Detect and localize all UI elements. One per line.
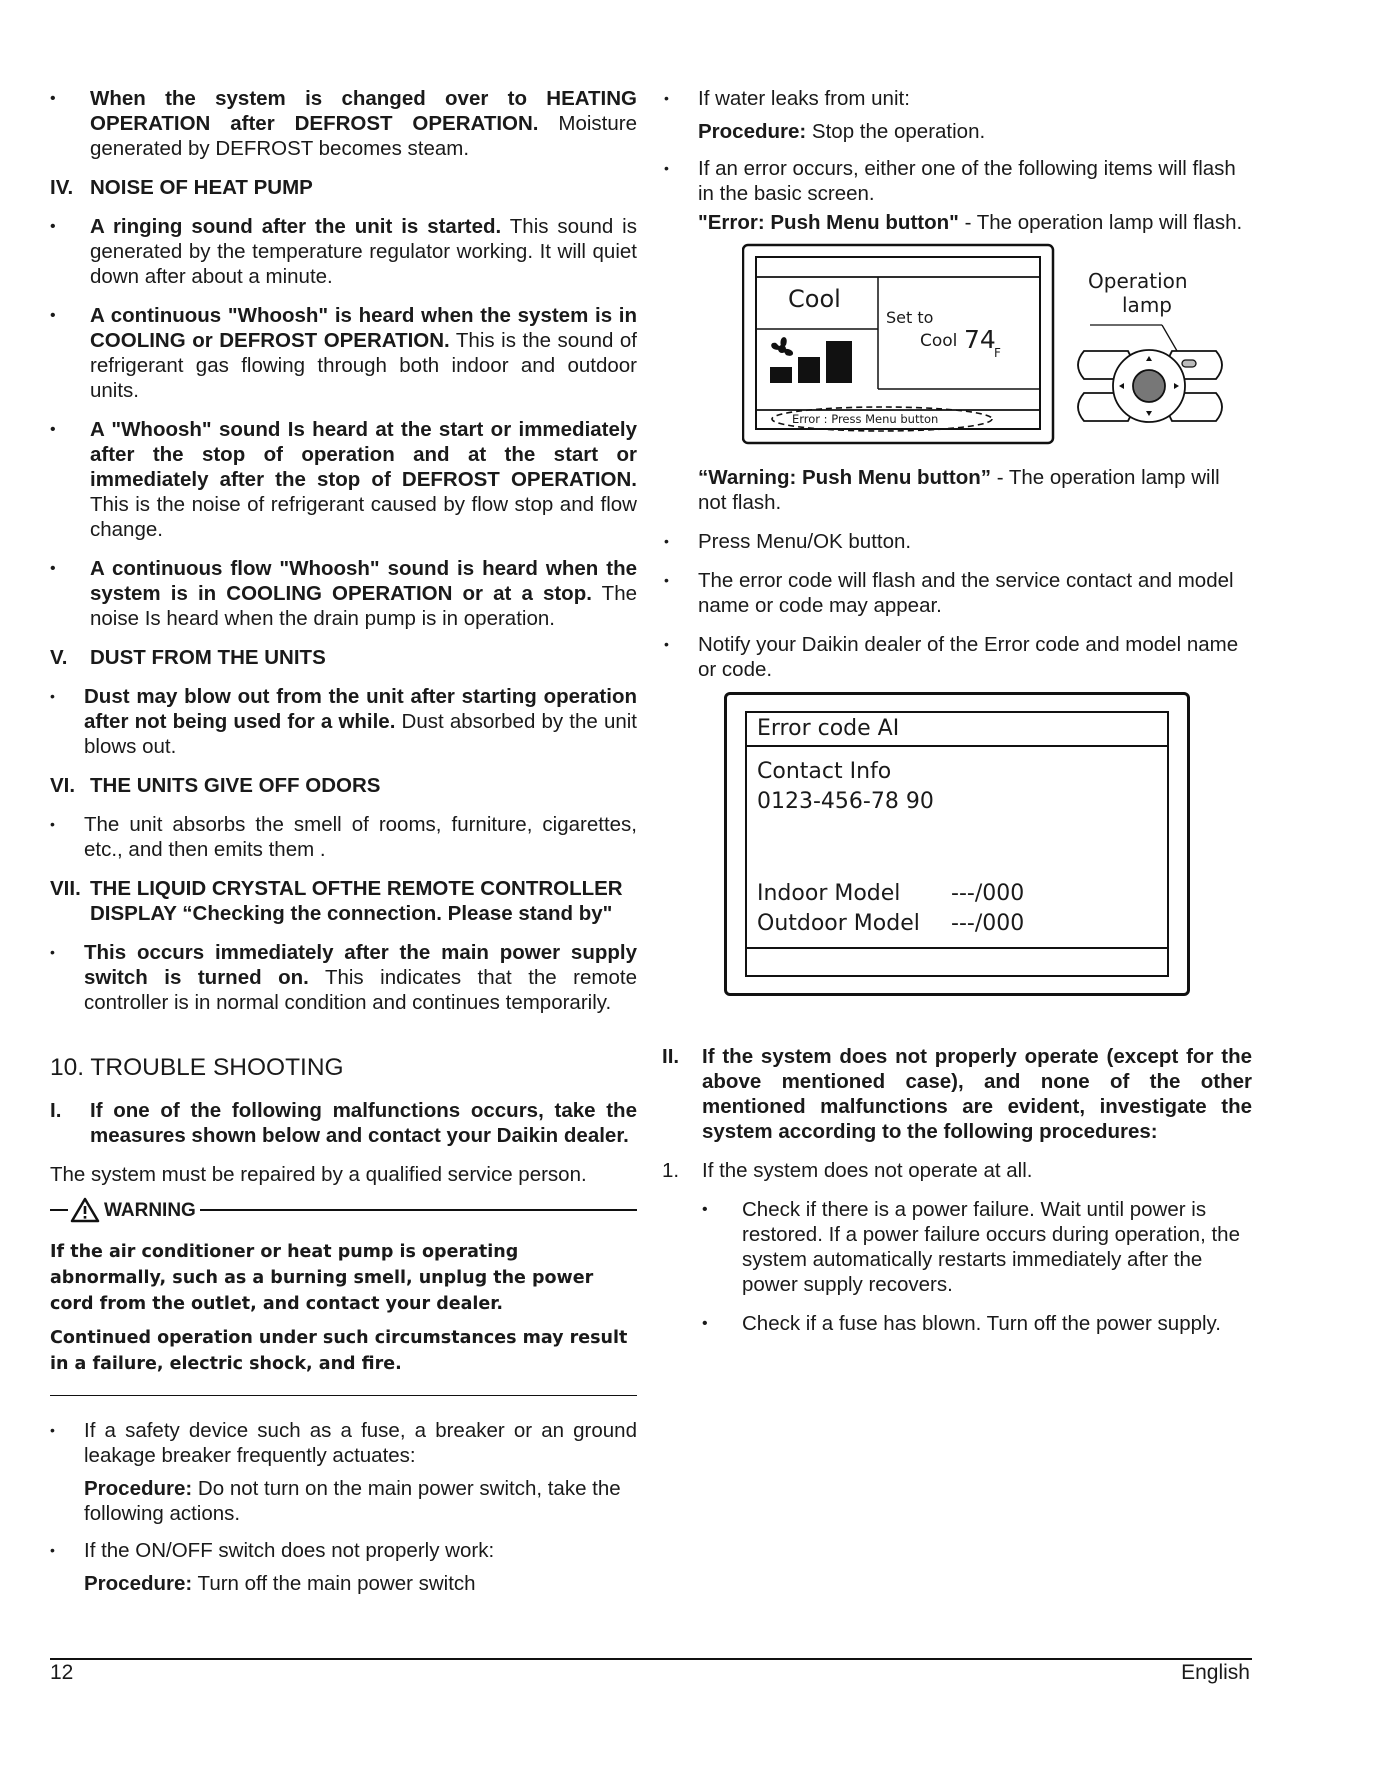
fuse-item: • Check if a fuse has blown. Turn off the power supply.: [662, 1311, 1252, 1336]
outdoor-model-label: Outdoor Model: [757, 911, 920, 936]
warning-label: WARNING: [104, 1199, 196, 1221]
operation-lamp-label-2: lamp: [1122, 293, 1172, 317]
page-number: 12: [50, 1661, 74, 1684]
section-number: V.: [50, 646, 68, 669]
section-ii-heading: [662, 1044, 1252, 1144]
remote-mode: Cool: [788, 285, 841, 313]
warning-push-menu-text: - The operation lamp will not flash.: [698, 466, 1220, 514]
error-push-menu-text: - The operation lamp will flash.: [958, 211, 1243, 234]
section-title: NOISE OF HEAT PUMP: [90, 176, 313, 199]
remote-set-to: Set to: [886, 308, 934, 327]
lcd-item: [50, 940, 637, 1015]
section-iv-heading: [50, 175, 637, 200]
defrost-bold: When the system is changed over to HEATING OPERATION after DEFROST OPERATION.: [90, 87, 637, 135]
section-number: I.: [50, 1099, 62, 1122]
warning-push-menu-bold: “Warning: Push Menu button”: [698, 466, 992, 489]
water-leak-item: • If water leaks from unit:: [664, 86, 1252, 111]
item-number: 1.: [662, 1159, 680, 1182]
contact-number: 0123-456-78 90: [757, 789, 934, 814]
outdoor-model-value: ---/000: [951, 911, 1025, 936]
procedure-label: Procedure:: [84, 1477, 193, 1500]
operation-lamp-label-1: Operation: [1088, 269, 1188, 293]
dust-bold: Dust may blow out from the unit after starting operation after not being used for a while.: [84, 685, 637, 733]
lcd-text: This indicates that the remote controller is in normal condition and continues temporarily.: [84, 966, 637, 1014]
press-menu-item: • Press Menu/OK button.: [664, 529, 1252, 554]
error-code-title: Error code AI: [747, 713, 1167, 747]
error-push-menu-bold: "Error: Push Menu button": [698, 211, 959, 234]
section-title: If the system does not properly operate (except for the above mentioned case), and none of the other mentioned malfunctions are evident, investigate the system according to the following procedures:: [702, 1045, 1252, 1143]
error-code-flash-item: • The error code will flash and the service contact and model name or code may appear.: [664, 568, 1252, 618]
item-text: If the system does not operate at all.: [702, 1159, 1033, 1182]
noise-item-1: [50, 214, 637, 289]
procedure-text: Do not turn on the main power switch, take the following actions.: [84, 1477, 621, 1525]
noise-item-text: This sound is generated by the temperature regulator working. It will quiet down after about a minute.: [90, 215, 637, 288]
power-failure-item: • Check if there is a power failure. Wait until power is restored. If a power failure occurs during operation, the system automatically restarts immediately after the power supply recovers.: [662, 1197, 1252, 1297]
footer-language: English: [1181, 1661, 1250, 1684]
section-title: If one of the following malfunctions occurs, take the measures shown below and contact your Daikin dealer.: [90, 1099, 637, 1147]
onoff-procedure: [50, 1571, 637, 1596]
operation-lamp-icon: [1182, 360, 1196, 367]
contact-info-label: Contact Info: [757, 759, 892, 784]
section-title: DUST FROM THE UNITS: [90, 646, 326, 669]
error-push-menu: [664, 210, 1252, 235]
section-vii-heading: [50, 876, 637, 926]
section-number: II.: [662, 1045, 680, 1068]
section-number: VI.: [50, 774, 76, 797]
right-column: [664, 86, 1252, 1350]
warning-rule: [50, 1395, 637, 1396]
section-i-heading: [50, 1098, 637, 1148]
section-number: IV.: [50, 176, 74, 199]
defrost-text: Moisture generated by DEFROST becomes steam.: [90, 112, 637, 160]
notify-dealer-item: • Notify your Daikin dealer of the Error code and model name or code.: [664, 632, 1252, 682]
noise-item-3: [50, 417, 637, 542]
indoor-model-row: [757, 879, 1024, 909]
noise-item-bold: A "Whoosh" sound Is heard at the start or immediately after the stop of operation and at the start or immediately after the stop of DEFROST OPERATION.: [90, 418, 637, 491]
left-column: [50, 86, 637, 1608]
procedure-text: Stop the operation.: [806, 120, 986, 143]
remote-temp: 74: [964, 325, 996, 354]
warning-push-menu: [664, 465, 1252, 515]
odor-text: The unit absorbs the smell of rooms, furniture, cigarettes, etc., and then emits them .: [84, 813, 637, 861]
section-title: THE UNITS GIVE OFF ODORS: [90, 774, 381, 797]
error-code-screen: [724, 692, 1190, 996]
noise-item-bold: A continuous flow "Whoosh" sound is heard when the system is in COOLING OPERATION or at a stop.: [90, 557, 637, 605]
trouble-shooting-title: 10. TROUBLE SHOOTING: [50, 1054, 344, 1081]
repair-note: The system must be repaired by a qualified service person.: [50, 1163, 587, 1186]
procedure-text: Turn off the main power switch: [192, 1572, 476, 1595]
outdoor-model-row: [757, 909, 1024, 939]
section-number: VII.: [50, 877, 81, 900]
safety-procedure: [50, 1476, 637, 1526]
dust-text: Dust absorbed by the unit blows out.: [84, 710, 637, 758]
section-vi-heading: [50, 773, 637, 798]
odor-item: [50, 812, 637, 862]
procedure-label: Procedure:: [698, 120, 807, 143]
safety-device-item: • If a safety device such as a fuse, a breaker or an ground leakage breaker frequently actuates:: [50, 1418, 637, 1468]
section-title: THE LIQUID CRYSTAL OFTHE REMOTE CONTROLLER DISPLAY “Checking the connection. Please stand by": [90, 877, 623, 925]
remote-error-bar: Error : Press Menu button: [792, 412, 939, 426]
controller-buttons: [1078, 350, 1222, 422]
remote-controller-figure: [742, 243, 1252, 451]
lcd-bold: This occurs immediately after the main power supply switch is turned on.: [84, 941, 637, 989]
warning-header: [50, 1197, 637, 1223]
remote-temp-unit: F: [994, 346, 1001, 360]
indoor-model-value: ---/000: [951, 881, 1025, 906]
procedure-label: Procedure:: [84, 1572, 193, 1595]
section-v-heading: [50, 645, 637, 670]
onoff-item: • If the ON/OFF switch does not properly work:: [50, 1538, 637, 1563]
defrost-note: [50, 86, 637, 161]
remote-set-mode: Cool: [920, 331, 958, 351]
water-leak-procedure: [664, 119, 1252, 144]
noise-item-text: The noise Is heard when the drain pump is in operation.: [90, 582, 637, 630]
noise-item-2: [50, 303, 637, 403]
noise-item-bold: A continuous "Whoosh" is heard when the system is in COOLING or DEFROST OPERATION.: [90, 304, 637, 352]
warning-triangle-icon: [70, 1197, 100, 1223]
noise-item-4: [50, 556, 637, 631]
noise-item-bold: A ringing sound after the unit is started.: [90, 215, 502, 238]
error-occurs-item: • If an error occurs, either one of the following items will flash in the basic screen.: [664, 156, 1252, 206]
noise-item-text: This is the noise of refrigerant caused by flow stop and flow change.: [90, 493, 637, 541]
indoor-model-label: Indoor Model: [757, 881, 901, 906]
warning-text-2: Continued operation under such circumstances may result in a failure, electric shock, and fire.: [50, 1328, 628, 1374]
warning-text-1: If the air conditioner or heat pump is operating abnormally, such as a burning smell, unplug the power cord from the outlet, and contact your dealer.: [50, 1242, 594, 1314]
footer-rule: [50, 1658, 1252, 1660]
dust-item: [50, 684, 637, 759]
item-1: [662, 1158, 1252, 1183]
noise-item-text: This is the sound of refrigerant gas flowing through both indoor and outdoor units.: [90, 329, 637, 402]
